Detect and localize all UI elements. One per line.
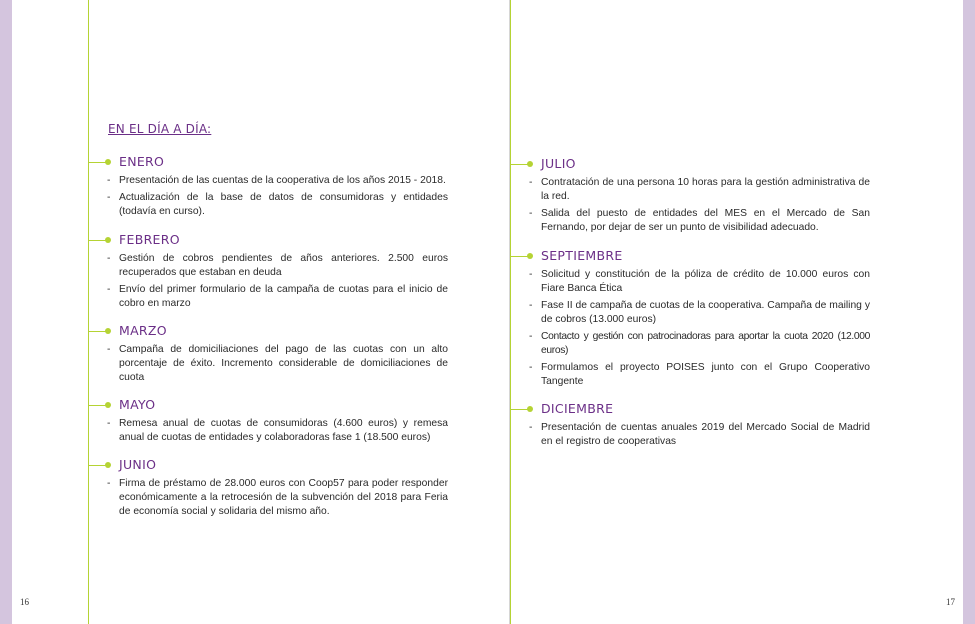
timeline-tick [510, 164, 528, 165]
list-item: - Envío del primer formulario de la campaña de cuotas para el inicio de cobro en marzo [88, 283, 448, 311]
timeline-tick [88, 162, 106, 163]
timeline-tick [88, 465, 106, 466]
month-heading: SEPTIEMBRE [541, 248, 623, 263]
month-heading: MAYO [119, 397, 156, 412]
month-block [510, 401, 870, 449]
timeline-dot-icon [105, 462, 111, 468]
list-item: - Fase II de campaña de cuotas de la cooperativa. Campaña de mailing y de cobros (13.000 euros) [510, 299, 870, 327]
timeline-tick [510, 256, 528, 257]
month-block [88, 154, 448, 219]
list-item: - Remesa anual de cuotas de consumidoras (4.600 euros) y remesa anual de cuotas de entidades y colaboradoras fase 1 (18.500 euros) [88, 417, 448, 445]
timeline-dot-icon [105, 159, 111, 165]
month-heading: FEBRERO [119, 232, 180, 247]
month-block [510, 248, 870, 389]
right-column [510, 156, 870, 452]
list-item: - Solicitud y constitución de la póliza de crédito de 10.000 euros con Fiare Banca Ética [510, 268, 870, 296]
timeline-dot-icon [527, 161, 533, 167]
list-item: - Presentación de cuentas anuales 2019 del Mercado Social de Madrid en el registro de cooperativas [510, 421, 870, 449]
list-item: - Campaña de domiciliaciones del pago de las cuotas con un alto porcentaje de éxito. Incremento considerable de domiciliaciones de cuota [88, 343, 448, 385]
timeline-dot-icon [105, 328, 111, 334]
month-heading: JUNIO [119, 457, 157, 472]
month-block [510, 156, 870, 235]
list-item: - Formulamos el proyecto POISES junto con el Grupo Cooperativo Tangente [510, 361, 870, 389]
left-column [88, 154, 448, 522]
section-title: EN EL DÍA A DÍA: [108, 122, 212, 136]
list-item: - Gestión de cobros pendientes de años anteriores. 2.500 euros recuperados que estaban en deuda [88, 252, 448, 280]
timeline-dot-icon [527, 406, 533, 412]
month-block [88, 397, 448, 445]
month-block [88, 323, 448, 385]
month-heading: DICIEMBRE [541, 401, 614, 416]
list-item: - Actualización de la base de datos de consumidoras y entidades (todavía en curso). [88, 191, 448, 219]
page-number-right: 17 [946, 597, 955, 607]
timeline-dot-icon [527, 253, 533, 259]
page-edge-left [0, 0, 12, 624]
page-edge-right [963, 0, 975, 624]
month-block [88, 457, 448, 519]
timeline-dot-icon [105, 402, 111, 408]
timeline-tick [88, 405, 106, 406]
list-item: - Contacto y gestión con patrocinadoras para aportar la cuota 2020 (12.000 euros) [510, 330, 870, 358]
list-item: - Salida del puesto de entidades del MES en el Mercado de San Fernando, por dejar de ser un punto de visibilidad adecuado. [510, 207, 870, 235]
list-item: - Firma de préstamo de 28.000 euros con Coop57 para poder responder económicamente a la retrocesión de la subvención del 2018 para Feria de economía social y solidaria del mismo año. [88, 477, 448, 519]
timeline-dot-icon [105, 237, 111, 243]
list-item: - Presentación de las cuentas de la cooperativa de los años 2015 - 2018. [88, 174, 448, 188]
timeline-tick [88, 331, 106, 332]
list-item: - Contratación de una persona 10 horas para la gestión administrativa de la red. [510, 176, 870, 204]
page-number-left: 16 [20, 597, 29, 607]
timeline-tick [88, 240, 106, 241]
month-heading: ENERO [119, 154, 165, 169]
month-heading: JULIO [541, 156, 576, 171]
month-block [88, 232, 448, 311]
month-heading: MARZO [119, 323, 167, 338]
timeline-tick [510, 409, 528, 410]
